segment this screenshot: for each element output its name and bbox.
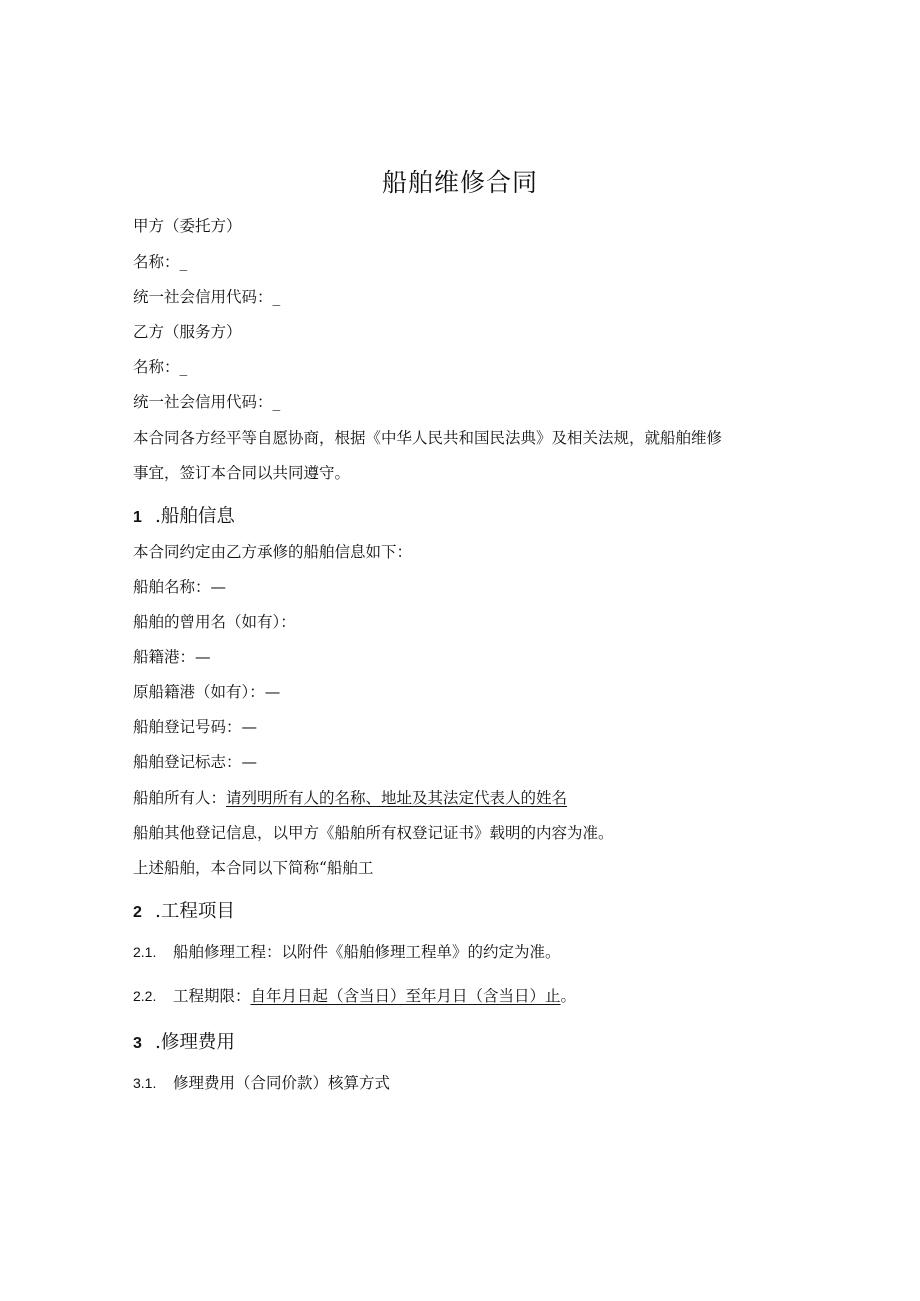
ship-owner-line (133, 787, 567, 809)
section-1-number: 1 (133, 509, 142, 526)
party-a-heading: 甲方（委托方） (133, 217, 242, 235)
ship-owner-label: 船舶所有人： (133, 789, 227, 807)
former-port-line: 原船籍港（如有）：— (133, 683, 281, 701)
clause-2-2-end: 。 (560, 987, 577, 1005)
clause-3-1-text: 修理费用（合同价款）核算方式 (173, 1074, 391, 1092)
section-1-lead: 本合同约定由乙方承修的船舶信息如下： (133, 543, 413, 561)
ship-name-line: 船舶名称：— (133, 578, 227, 596)
section-3-number: 3 (133, 1035, 142, 1052)
section-2-title: .工程项目 (155, 901, 235, 922)
party-a-credit-code: 统一社会信用代码：_ (133, 288, 281, 306)
clause-2-2-value: 自年月日起（含当日）至年月日（含当日）止 (250, 987, 561, 1005)
document-title: 船舶维修合同 (381, 168, 538, 197)
section-1-heading (133, 504, 235, 531)
clause-3-1-number: 3.1. (133, 1075, 157, 1091)
section-2-number: 2 (133, 904, 142, 921)
party-b-credit-code: 统一社会信用代码：_ (133, 393, 281, 411)
section-3-heading (133, 1030, 235, 1057)
section-2-heading (133, 899, 235, 926)
other-registration-info: 船舶其他登记信息，以甲方《船舶所有权登记证书》载明的内容为准。 (133, 824, 614, 842)
clause-2-2-number: 2.2. (133, 988, 157, 1004)
clause-2-1 (133, 941, 561, 963)
party-b-name: 名称：_ (133, 358, 188, 376)
registration-number-line: 船舶登记号码：— (133, 718, 258, 736)
clause-2-2 (133, 985, 576, 1007)
clause-3-1 (133, 1072, 390, 1094)
ship-abbreviation-line: 上述船舶，本合同以下简称“船舶工 (133, 859, 374, 877)
registry-port-line: 船籍港：— (133, 648, 211, 666)
party-b-heading: 乙方（服务方） (133, 323, 242, 341)
clause-2-1-number: 2.1. (133, 944, 157, 960)
intro-line-2: 事宜，签订本合同以共同遵守。 (133, 464, 351, 482)
registration-mark-line: 船舶登记标志：— (133, 753, 258, 771)
intro-line-1: 本合同各方经平等自愿协商，根据《中华人民共和国民法典》及相关法规，就船舶维修 (133, 429, 723, 447)
ship-owner-value: 请列明所有人的名称、地址及其法定代表人的姓名 (226, 789, 568, 807)
section-1-title: .船舶信息 (155, 506, 235, 527)
clause-2-2-label: 工程期限： (173, 987, 251, 1005)
clause-2-1-text: 船舶修理工程：以附件《船舶修理工程单》的约定为准。 (173, 943, 561, 961)
former-name-line: 船舶的曾用名（如有）： (133, 613, 296, 631)
party-a-name: 名称：_ (133, 253, 188, 271)
section-3-title: .修理费用 (155, 1032, 235, 1053)
